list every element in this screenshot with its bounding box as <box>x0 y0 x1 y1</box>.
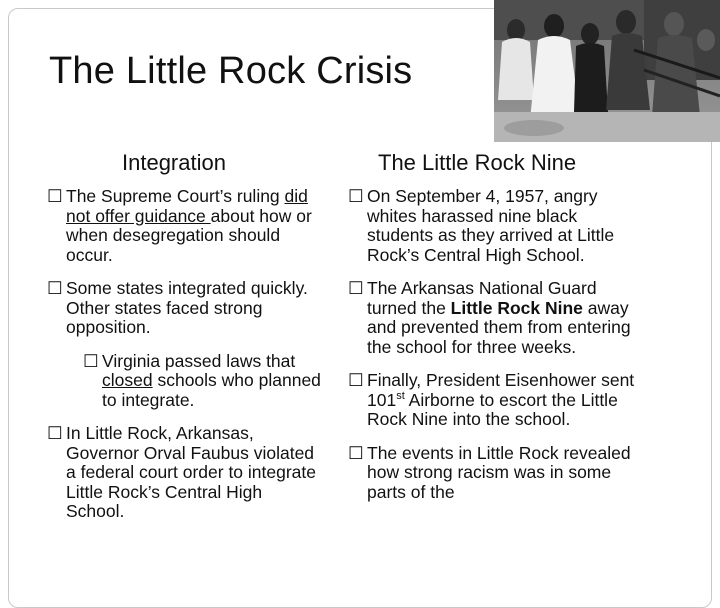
checkbox-bullet-icon: ☐ <box>348 278 364 298</box>
right-list <box>348 187 638 502</box>
left-sub-bullet <box>83 352 322 411</box>
right-bullet-d <box>348 444 638 503</box>
bullet-text: about how or when desegregation should occur. <box>66 205 312 265</box>
bullet-text: The Arkansas National Guard turned the <box>367 278 597 318</box>
left-bullet-c <box>47 424 322 522</box>
checkbox-bullet-icon: ☐ <box>47 423 63 443</box>
right-bullet-b <box>348 279 638 357</box>
bullet-text: The Supreme Court’s ruling <box>66 186 285 206</box>
bullet-text: Finally, President Eisenhower sent 101 <box>367 370 635 410</box>
left-list <box>47 187 322 522</box>
checkbox-bullet-icon: ☐ <box>47 278 63 298</box>
bullet-superscript: st <box>396 389 405 402</box>
right-bullet-c <box>348 371 638 430</box>
checkbox-bullet-icon: ☐ <box>348 186 364 206</box>
bullet-underlined-text: did not offer guidance <box>66 186 308 226</box>
bullet-text: away and prevented them from entering the school for three weeks. <box>367 297 631 357</box>
left-column-heading: Integration <box>122 150 226 175</box>
right-column-heading: The Little Rock Nine <box>378 150 577 175</box>
checkbox-bullet-icon: ☐ <box>47 186 63 206</box>
checkbox-bullet-icon: ☐ <box>348 370 364 390</box>
bullet-underlined-text: closed <box>102 370 153 390</box>
bullet-text: Virginia passed laws that <box>102 350 296 371</box>
bullet-text: Some states integrated quickly. Other states faced strong opposition. <box>66 278 308 337</box>
slide-title: The Little Rock Crisis <box>49 50 413 92</box>
bullet-text: In Little Rock, Arkansas, Governor Orval Faubus violated a federal court order to integrate Little Rock’s Central High School. <box>66 423 317 521</box>
bullet-text: On September 4, 1957, angry whites harassed nine black students as they arrived at Little Rock’s Central High School. <box>367 186 615 265</box>
bullet-text: schools who planned to integrate. <box>102 370 321 410</box>
crowd-photo <box>494 0 720 142</box>
bullet-bold-text: Little Rock Nine <box>450 297 583 318</box>
bullet-text: The events in Little Rock revealed how strong racism was in some parts of the <box>367 442 631 502</box>
bullet-text: Airborne to escort the Little Rock Nine into the school. <box>367 389 618 429</box>
left-bullet-a <box>47 187 322 265</box>
checkbox-bullet-icon: ☐ <box>83 350 99 371</box>
right-bullet-a <box>348 187 638 265</box>
checkbox-bullet-icon: ☐ <box>348 442 364 463</box>
left-bullet-b <box>47 279 322 338</box>
